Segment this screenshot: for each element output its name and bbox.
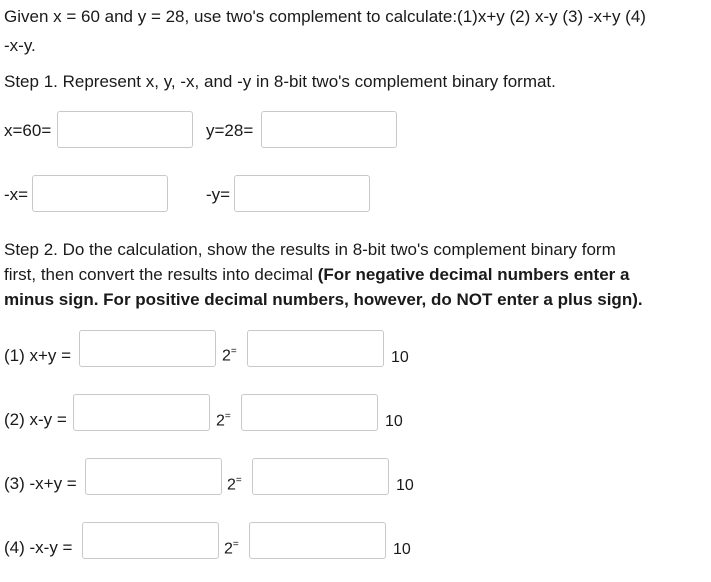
question-line-1: Given x = 60 and y = 28, use two's complement to calculate:(1)x+y (2) x-y (3) -x+y (4) bbox=[4, 7, 646, 26]
row3-decimal-input[interactable] bbox=[252, 458, 389, 495]
y-label: y=28= bbox=[206, 121, 254, 140]
step2-line-2 bbox=[4, 264, 629, 286]
row1-label: (1) x+y = bbox=[4, 346, 72, 365]
row3-base2-eq: = bbox=[235, 475, 242, 486]
row4-decimal-input[interactable] bbox=[249, 522, 386, 559]
row1-base10: 10 bbox=[391, 349, 409, 366]
step2-line-3-c: enter a plus sign). bbox=[492, 290, 643, 309]
row2-decimal-input[interactable] bbox=[241, 394, 378, 431]
step2-line-2-normal: first, then convert the results into decimal bbox=[4, 265, 318, 284]
row2-base2-eq: = bbox=[224, 411, 231, 422]
y-binary-input[interactable] bbox=[261, 111, 397, 148]
row3-base10: 10 bbox=[396, 477, 414, 494]
row1-base2-eq: = bbox=[230, 346, 237, 357]
step1-heading: Step 1. Represent x, y, -x, and -y in 8-bit two's complement binary format. bbox=[4, 72, 556, 91]
step2-line-1: Step 2. Do the calculation, show the results in 8-bit two's complement binary form bbox=[4, 240, 616, 259]
x-binary-input[interactable] bbox=[57, 111, 193, 148]
negx-binary-input[interactable] bbox=[32, 175, 168, 212]
step2-line-3-a: minus sign. For positive decimal numbers, however, do bbox=[4, 290, 457, 309]
negy-binary-input[interactable] bbox=[234, 175, 370, 212]
negx-label: -x= bbox=[4, 185, 29, 204]
row3-binary-input[interactable] bbox=[85, 458, 222, 495]
row3-label: (3) -x+y = bbox=[4, 474, 77, 493]
row4-binary-input[interactable] bbox=[82, 522, 219, 559]
row2-base10: 10 bbox=[385, 413, 403, 430]
row4-base2-eq: = bbox=[232, 539, 239, 550]
question-line-2: -x-y. bbox=[4, 36, 36, 55]
step2-line-3-not: NOT bbox=[456, 290, 493, 309]
row3-base2: 2= bbox=[227, 475, 242, 494]
row2-binary-input[interactable] bbox=[73, 394, 210, 431]
row2-label: (2) x-y = bbox=[4, 410, 67, 429]
row1-base2: 2= bbox=[222, 346, 237, 365]
row4-base2: 2= bbox=[224, 539, 239, 558]
row4-label: (4) -x-y = bbox=[4, 538, 73, 557]
row1-decimal-input[interactable] bbox=[247, 330, 384, 367]
step2-line-3 bbox=[4, 289, 643, 311]
step2-line-2-bold: (For negative decimal numbers enter a bbox=[317, 265, 630, 284]
negy-label: -y= bbox=[206, 185, 231, 204]
row4-base10: 10 bbox=[393, 541, 411, 558]
row2-base2: 2= bbox=[216, 411, 231, 430]
x-label: x=60= bbox=[4, 121, 52, 140]
row1-binary-input[interactable] bbox=[79, 330, 216, 367]
